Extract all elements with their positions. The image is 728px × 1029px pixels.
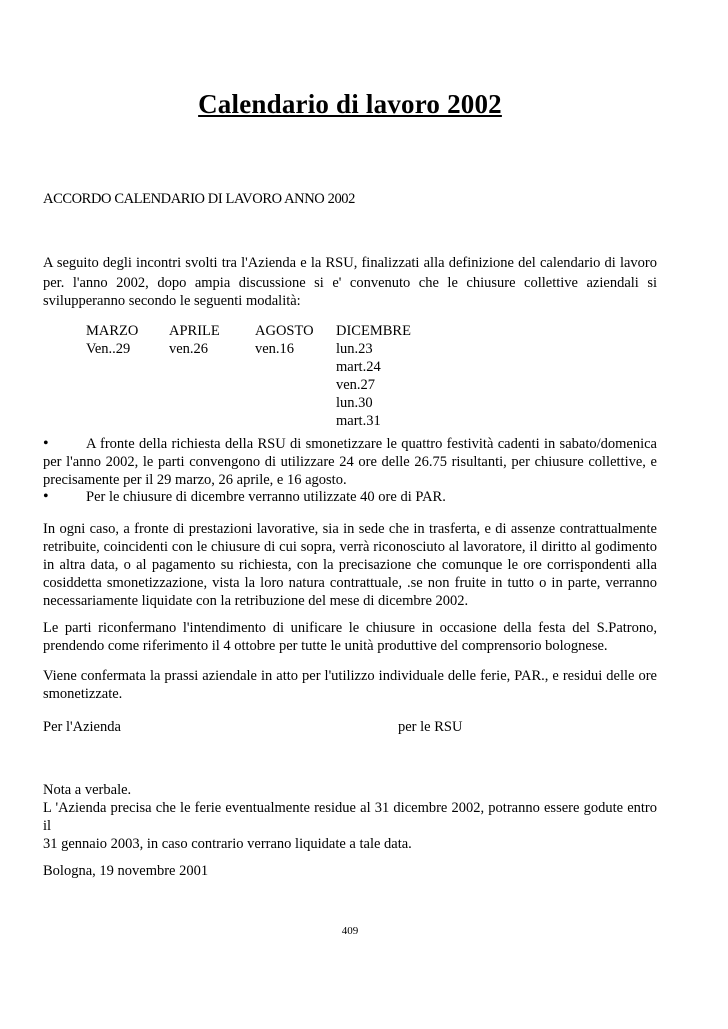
- closure-day: mart.24: [336, 359, 381, 375]
- paragraph-line: Viene confermata la prassi aziendale in atto per l'utilizzo individuale delle ferie, PAR., e residui delle ore: [43, 668, 657, 684]
- bullet-line: Per le chiusure di dicembre verranno utilizzate 40 ore di PAR.: [86, 489, 446, 505]
- month-name: MARZO: [86, 323, 139, 339]
- closure-day: mart.31: [336, 413, 381, 429]
- nota-verbale: [43, 781, 657, 853]
- nota-line: L 'Azienda precisa che le ferie eventualmente residue al 31 dicembre 2002, potranno essere godute entro il: [43, 800, 657, 834]
- page-number: 409: [341, 925, 359, 937]
- paragraph-line: necessariamente liquidate con la retribuzione del mese di dicembre 2002.: [43, 593, 469, 609]
- month-name: DICEMBRE: [336, 323, 411, 339]
- document-page: [43, 0, 657, 1029]
- page-title: Calendario di lavoro 2002: [198, 89, 502, 119]
- closure-day: lun.30: [336, 395, 373, 411]
- bullet-item-dicembre: [43, 488, 657, 506]
- month-name: AGOSTO: [255, 323, 314, 339]
- paragraph-line: prendendo come riferimento il 4 ottobre per tutte le unità produttive del comprensorio bolognese.: [43, 638, 608, 654]
- nota-title: Nota a verbale.: [43, 782, 132, 798]
- closure-day: lun.23: [336, 341, 373, 357]
- closure-day: ven.16: [255, 341, 295, 357]
- paragraph-line: retribuite, coincidenti con le chiusure di cui sopra, verrà riconosciuto al lavoratore, il diritto al godimento: [43, 539, 657, 555]
- paragraph-line: Le parti riconfermano l'intendimento di unificare le chiusure in occasione della festa del S.Patrono,: [43, 620, 657, 636]
- bullet-icon: •: [43, 488, 49, 505]
- month-column-aprile: [169, 322, 220, 358]
- month-column-dicembre: [336, 322, 411, 430]
- bullet-line: precisamente per il 29 marzo, 26 aprile, e 16 agosto.: [43, 472, 347, 488]
- month-column-agosto: [255, 322, 314, 358]
- agreement-subtitle: ACCORDO CALENDARIO DI LAVORO ANNO 2002: [43, 191, 355, 207]
- bullet-line: per l'anno 2002, le parti convengono di utilizzare 24 ore delle 26.75 risultanti, per chiusure collettive, e: [43, 454, 657, 470]
- nota-line: 31 gennaio 2003, in caso contrario verrano liquidate a tale data.: [43, 836, 412, 852]
- intro-line: per. l'anno 2002, dopo ampia discussione si e' convenuto che le chiusure collettive aziendali si: [43, 275, 657, 291]
- paragraph-line: smonetizzate.: [43, 686, 123, 702]
- intro-paragraph: [43, 254, 657, 310]
- closure-day: ven.27: [336, 377, 376, 393]
- bullet-line: A fronte della richiesta della RSU di smonetizzare le quattro festività cadenti in sabato/domenica: [86, 436, 657, 452]
- intro-line: A seguito degli incontri svolti tra l'Azienda e la RSU, finalizzati alla definizione del calendario di lavoro: [43, 255, 657, 271]
- paragraph-line: in altra data, o al pagamento su richiesta, con la precisazione che comunque le ore corrispondenti alla: [43, 557, 657, 573]
- place-date-text: Bologna, 19 novembre 2001: [43, 863, 209, 879]
- signature-azienda: Per l'Azienda: [43, 719, 121, 735]
- paragraph-line: In ogni caso, a fronte di prestazioni lavorative, sia in sede che in trasferta, e di assenze contrattualmente: [43, 521, 657, 537]
- paragraph-line: cosiddetta smonetizzazione, vista la loro natura contrattuale, .se non fruite in tutto o in parte, verranno: [43, 575, 657, 591]
- closure-day: Ven..29: [86, 341, 131, 357]
- month-column-marzo: [86, 322, 138, 358]
- signature-rsu: per le RSU: [398, 719, 463, 735]
- intro-line: svilupperanno secondo le seguenti modalità:: [43, 293, 301, 309]
- place-date: [43, 862, 657, 880]
- month-name: APRILE: [169, 323, 220, 339]
- closure-day: ven.26: [169, 341, 209, 357]
- paragraph-patrono: [43, 619, 657, 655]
- bullet-icon: •: [43, 435, 49, 452]
- bullet-item-festivita: [43, 435, 657, 489]
- paragraph-prassi: [43, 667, 657, 703]
- paragraph-ogni-caso: [43, 520, 657, 610]
